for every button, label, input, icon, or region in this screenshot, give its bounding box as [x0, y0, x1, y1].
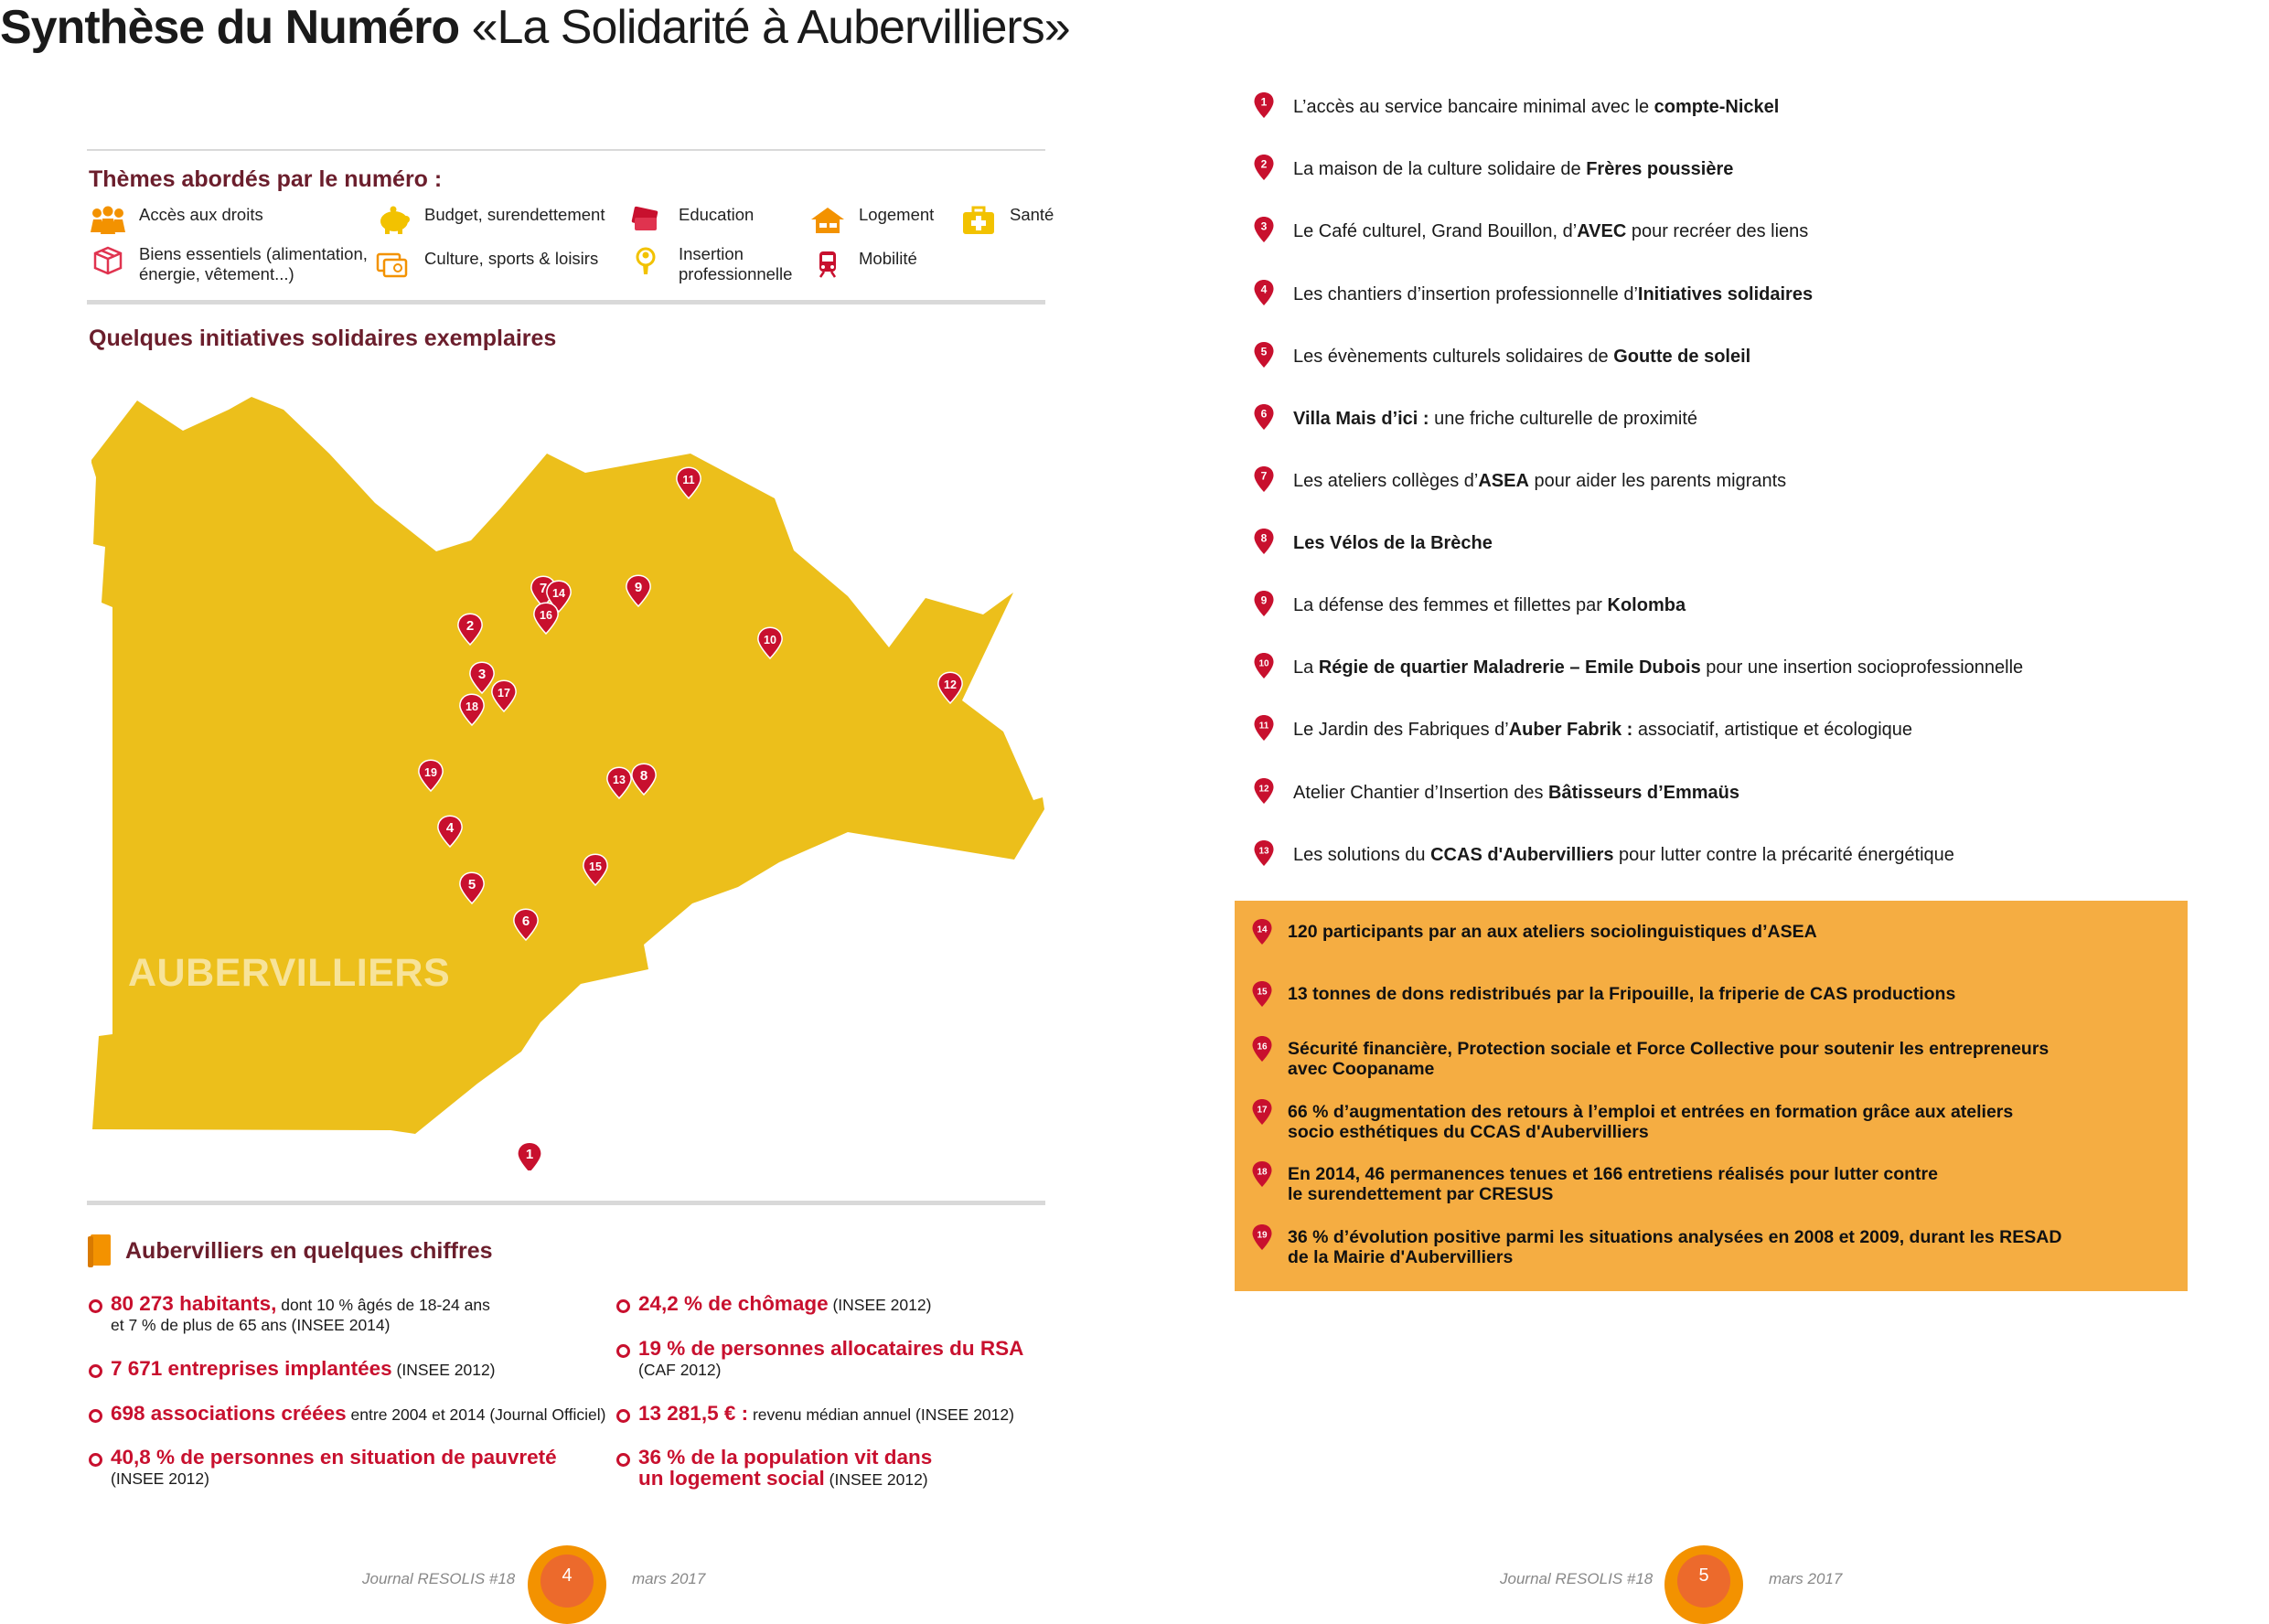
figures-header: [87, 1234, 493, 1268]
medical-kit-icon: [960, 205, 997, 236]
pin-marker-icon: [1253, 714, 1275, 742]
themes-divider: [87, 300, 1045, 304]
ticket-icon: [629, 205, 666, 236]
tickets-icon: [375, 249, 412, 280]
theme-budget: Budget, surendettement: [375, 205, 605, 236]
svg-text:17: 17: [1257, 1105, 1268, 1116]
highlight-text: 66 % d’augmentation des retours à l’emploi et entrées en formation grâce aux ateliers socio esthétiques du CCAS d'Aubervilliers: [1288, 1102, 2014, 1142]
bullet-icon: [89, 1364, 102, 1378]
piggy-bank-icon: [375, 205, 412, 236]
svg-text:18: 18: [466, 700, 478, 713]
initiative-item-8: [1253, 533, 1493, 555]
theme-logement: Logement: [809, 205, 934, 236]
pin-marker-icon: [1253, 652, 1275, 679]
highlight-text: 36 % d’évolution positive parmi les situations analysées en 2008 et 2009, durant les RESAD de la Mairie d'Aubervilliers: [1288, 1227, 2062, 1267]
theme-education: Education: [629, 205, 754, 236]
svg-text:2: 2: [466, 617, 475, 634]
fact-habitants: 80 273 habitants, dont 10 % âgés de 18-24 ans et 7 % de plus de 65 ans (INSEE 2014): [89, 1294, 490, 1335]
svg-text:14: 14: [1257, 924, 1268, 935]
highlight-item-15: [1251, 984, 1955, 1008]
initiative-item-2: [1253, 159, 1733, 181]
map-city-label: AUBERVILLIERS: [128, 951, 451, 995]
theme-mobilite: Mobilité: [809, 249, 917, 280]
initiative-text: Les évènements culturels solidaires de Goutte de soleil: [1293, 347, 1751, 367]
svg-text:2: 2: [1260, 157, 1268, 171]
theme-acces-droits: Accès aux droits: [90, 205, 263, 236]
initiative-item-7: [1253, 471, 1786, 493]
footer-date-left: mars 2017: [632, 1570, 706, 1587]
title-divider: [87, 149, 1045, 151]
highlight-item-19: [1251, 1227, 2061, 1267]
fact-rsa: 19 % de personnes allocataires du RSA (CAF 2012): [616, 1339, 1023, 1380]
initiative-item-12: [1253, 783, 1739, 805]
svg-text:4: 4: [1260, 283, 1268, 296]
initiative-item-13: [1253, 845, 1954, 867]
svg-text:17: 17: [498, 686, 510, 700]
svg-text:4: 4: [445, 819, 455, 836]
svg-text:11: 11: [1258, 721, 1269, 732]
svg-text:11: 11: [682, 473, 695, 486]
highlight-text: 120 participants par an aux ateliers sociolinguistiques d’ASEA: [1288, 922, 1817, 942]
initiative-text: L’accès au service bancaire minimal avec le compte-Nickel: [1293, 97, 1780, 117]
bullet-icon: [89, 1409, 102, 1423]
initiative-item-10: [1253, 657, 2023, 679]
initiative-text: Les solutions du CCAS d'Aubervilliers pour lutter contre la précarité énergétique: [1293, 845, 1954, 865]
svg-text:1: 1: [525, 1146, 534, 1162]
page-number-left: 4: [528, 1545, 606, 1624]
figures-title: Aubervilliers en quelques chiffres: [125, 1237, 493, 1264]
initiative-item-6: [1253, 409, 1697, 431]
highlight-text: 13 tonnes de dons redistribués par la Fripouille, la friperie de CAS productions: [1288, 984, 1956, 1004]
svg-text:10: 10: [1258, 658, 1269, 669]
theme-biens-essentiels: Biens essentiels (alimentation, énergie, vêtement...): [90, 244, 368, 284]
pin-marker-icon: [1253, 465, 1275, 493]
svg-text:15: 15: [589, 860, 602, 873]
svg-text:13: 13: [1258, 846, 1269, 857]
initiative-item-1: [1253, 97, 1779, 119]
svg-text:15: 15: [1257, 987, 1268, 998]
bullet-icon: [89, 1453, 102, 1467]
book-icon: [87, 1234, 112, 1268]
map-area: [91, 397, 1044, 1134]
svg-text:8: 8: [639, 767, 648, 784]
pin-marker-icon: [1253, 91, 1275, 119]
bullet-icon: [89, 1299, 102, 1313]
footer-journal-left: Journal RESOLIS #18: [362, 1570, 516, 1587]
initiative-text: Les ateliers collèges d’ASEA pour aider les parents migrants: [1293, 471, 1787, 491]
initiative-text: Le Café culturel, Grand Bouillon, d’AVEC pour recréer des liens: [1293, 221, 1809, 241]
page-title: Synthèse du Numéro «La Solidarité à Aubervilliers»: [0, 1, 1070, 54]
svg-text:1: 1: [1260, 95, 1268, 109]
fact-entreprises: 7 671 entreprises implantées (INSEE 2012): [89, 1359, 496, 1380]
highlight-item-17: [1251, 1102, 2013, 1142]
pin-marker-icon: [1253, 590, 1275, 617]
initiative-item-3: [1253, 221, 1808, 243]
svg-text:10: 10: [764, 633, 776, 646]
pin-marker-icon: [1251, 1035, 1273, 1063]
page-number-right: 5: [1664, 1545, 1743, 1624]
svg-text:3: 3: [477, 666, 487, 682]
initiative-text: Le Jardin des Fabriques d’Auber Fabrik : associatif, artistique et écologique: [1293, 720, 1913, 740]
pin-marker-icon: [1251, 918, 1273, 946]
initiatives-title: Quelques initiatives solidaires exemplaires: [89, 326, 557, 351]
svg-text:12: 12: [944, 678, 957, 691]
pin-marker-icon: [1253, 341, 1275, 369]
fact-associations: 698 associations créées entre 2004 et 2014 (Journal Officiel): [89, 1404, 605, 1425]
svg-text:12: 12: [1258, 784, 1269, 795]
svg-text:9: 9: [1260, 593, 1268, 607]
bullet-icon: [616, 1453, 630, 1467]
train-icon: [809, 249, 846, 280]
initiative-item-9: [1253, 595, 1686, 617]
pin-marker-icon: [1253, 279, 1275, 306]
person-icon: [629, 244, 666, 275]
highlight-text: Sécurité financière, Protection sociale et Force Collective pour soutenir les entrepreneurs avec Coopaname: [1288, 1039, 2050, 1079]
map-pin-1[interactable]: [518, 1142, 541, 1170]
initiative-text: La maison de la culture solidaire de Frères poussière: [1293, 159, 1734, 179]
theme-insertion: Insertion professionnelle: [629, 244, 792, 284]
svg-text:18: 18: [1257, 1167, 1268, 1178]
svg-text:9: 9: [634, 579, 643, 595]
gift-box-icon: [90, 244, 126, 275]
footer-journal-right: Journal RESOLIS #18: [1500, 1570, 1654, 1587]
initiative-text: Villa Mais d’ici : une friche culturelle de proximité: [1293, 409, 1698, 429]
initiative-text: La Régie de quartier Maladrerie – Emile Dubois pour une insertion socioprofessionnelle: [1293, 657, 2024, 678]
svg-text:8: 8: [1260, 531, 1268, 545]
svg-text:3: 3: [1260, 219, 1268, 233]
highlight-text: En 2014, 46 permanences tenues et 166 entretiens réalisés pour lutter contre le surendettement par CRESUS: [1288, 1164, 1938, 1204]
svg-text:6: 6: [1260, 407, 1268, 421]
pin-marker-icon: [1251, 980, 1273, 1008]
svg-text:5: 5: [1260, 345, 1268, 358]
bullet-icon: [616, 1409, 630, 1423]
aubervilliers-map: [87, 384, 1056, 1170]
fact-pauvrete: 40,8 % de personnes en situation de pauvreté (INSEE 2012): [89, 1448, 557, 1489]
map-divider: [87, 1201, 1045, 1205]
fact-chomage: 24,2 % de chômage (INSEE 2012): [616, 1294, 931, 1315]
house-icon: [809, 205, 846, 236]
highlight-item-18: [1251, 1164, 1938, 1204]
highlight-item-16: [1251, 1039, 2049, 1079]
pin-marker-icon: [1251, 1160, 1273, 1188]
theme-culture: Culture, sports & loisirs: [375, 249, 598, 280]
initiative-text: Atelier Chantier d’Insertion des Bâtisseurs d’Emmaüs: [1293, 783, 1740, 803]
svg-text:16: 16: [540, 608, 552, 622]
bullet-icon: [616, 1344, 630, 1358]
initiative-text: La défense des femmes et fillettes par Kolomba: [1293, 595, 1686, 615]
svg-text:13: 13: [613, 773, 626, 786]
themes-title: Thèmes abordés par le numéro :: [89, 166, 443, 192]
pin-marker-icon: [1253, 216, 1275, 243]
svg-text:16: 16: [1257, 1042, 1268, 1052]
initiative-item-5: [1253, 347, 1750, 369]
pin-marker-icon: [1251, 1098, 1273, 1126]
pin-marker-icon: [1253, 839, 1275, 867]
fact-revenu: 13 281,5 € : revenu médian annuel (INSEE 2012): [616, 1404, 1014, 1425]
initiative-text: Les chantiers d’insertion professionnelle d’Initiatives solidaires: [1293, 284, 1814, 304]
initiative-item-11: [1253, 720, 1912, 742]
pin-marker-icon: [1251, 1223, 1273, 1251]
svg-text:5: 5: [467, 876, 476, 892]
pin-marker-icon: [1253, 777, 1275, 805]
people-icon: [90, 205, 126, 236]
svg-text:14: 14: [552, 586, 565, 600]
bullet-icon: [616, 1299, 630, 1313]
theme-sante: Santé: [960, 205, 1054, 236]
svg-text:7: 7: [539, 580, 548, 596]
highlight-item-14: [1251, 922, 1817, 946]
svg-text:6: 6: [521, 913, 530, 929]
pin-marker-icon: [1253, 403, 1275, 431]
svg-text:19: 19: [1257, 1230, 1268, 1241]
fact-logement-social: 36 % de la population vit dans un logement social (INSEE 2012): [616, 1448, 932, 1490]
initiative-text: Les Vélos de la Brèche: [1293, 533, 1493, 553]
initiative-item-4: [1253, 284, 1813, 306]
pin-marker-icon: [1253, 154, 1275, 181]
footer-date-right: mars 2017: [1769, 1570, 1843, 1587]
pin-marker-icon: [1253, 528, 1275, 555]
svg-text:19: 19: [424, 765, 437, 779]
svg-text:7: 7: [1260, 469, 1268, 483]
